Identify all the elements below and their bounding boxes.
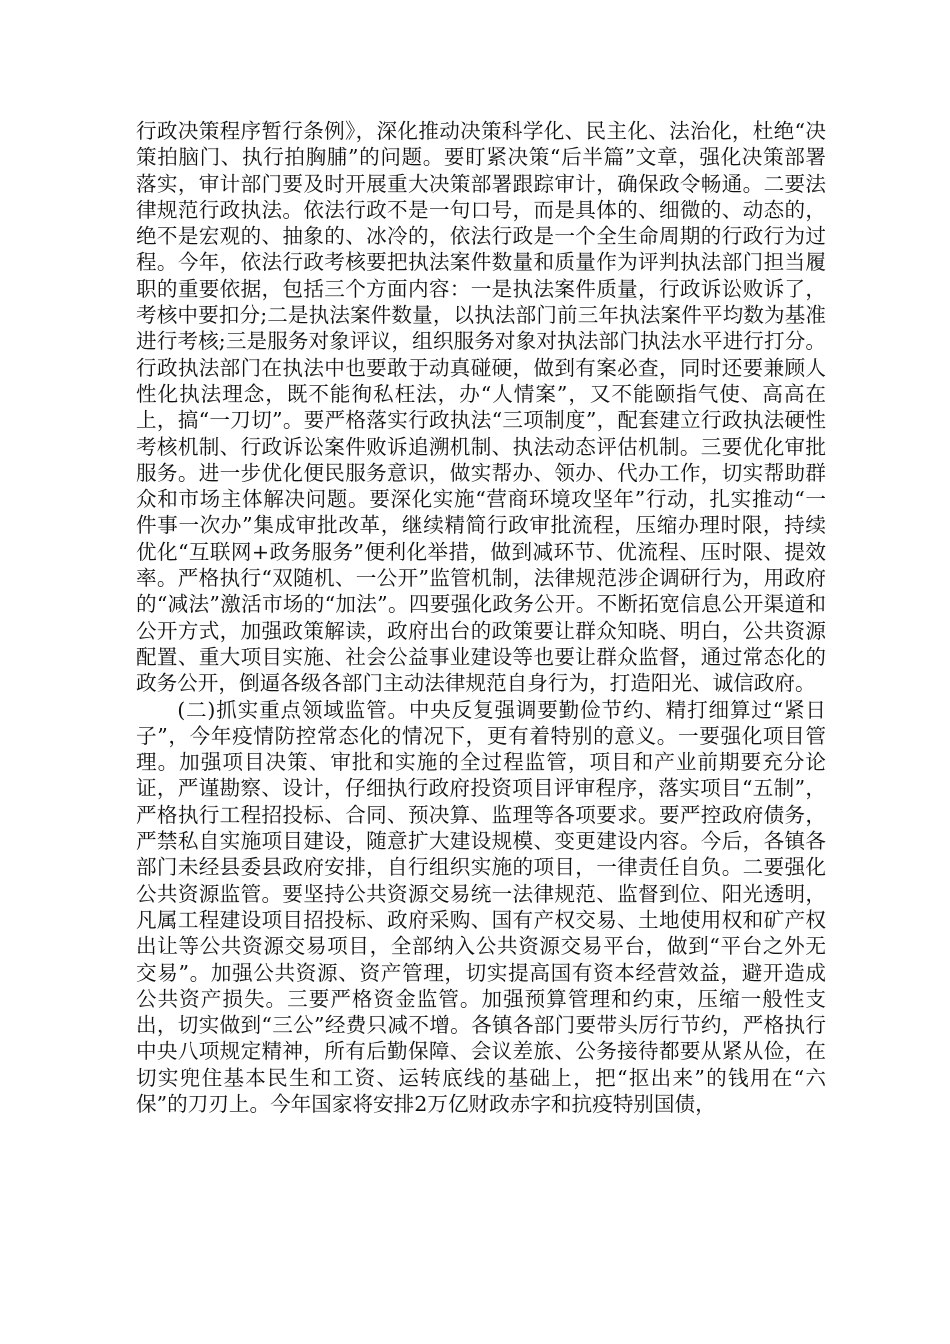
document-page: [136, 118, 826, 1117]
paragraph-2: (二)抓实重点领域监管。中央反复强调要勤俭节约、精打细算过“紧日子”，今年疫情防控常态化的情况下，更有着特别的意义。一要强化项目管理。加强项目决策、审批和实施的全过程监管，项目和产业前期要充分论证，严谨勘察、设计，仔细执行政府投资项目评审程序，落实项目“五制”，严格执行工程招投标、合同、预决算、监理等各项要求。要严控政府债务，严禁私自实施项目建设，随意扩大建设规模、变更建设内容。今后，各镇各部门未经县委县政府安排，自行组织实施的项目，一律责任自负。二要强化公共资源监管。要坚持公共资源交易统一法律规范、监督到位、阳光透明，凡属工程建设项目招投标、政府采购、国有产权交易、土地使用权和矿产权出让等公共资源交易项目，全部纳入公共资源交易平台，做到“平台之外无交易”。加强公共资源、资产管理，切实提高国有资本经营效益，避开造成公共资产损失。三要严格资金监管。加强预算管理和约束，压缩一般性支出，切实做到“三公”经费只减不增。各镇各部门要带头厉行节约，严格执行中央八项规定精神，所有后勤保障、会议差旅、公务接待都要从紧从俭，在切实兜住基本民生和工资、运转底线的基础上，把“抠出来”的钱用在“六保”的刀刃上。今年国家将安排2万亿财政赤字和抗疫特别国债，: [136, 697, 827, 1116]
paragraph-1: 行政决策程序暂行条例》，深化推动决策科学化、民主化、法治化，杜绝“决策拍脑门、执行拍胸脯”的问题。要盯紧决策“后半篇”文章，强化决策部署落实，审计部门要及时开展重大决策部署跟踪审计，确保政令畅通。二要法律规范行政执法。依法行政不是一句口号，而是具体的、细微的、动态的，绝不是宏观的、抽象的、冰冷的，依法行政是一个全生命周期的行政行为过程。今年，依法行政考核要把执法案件数量和质量作为评判执法部门担当履职的重要依据，包括三个方面内容：一是执法案件质量，行政诉讼败诉了，考核中要扣分;二是执法案件数量，以执法部门前三年执法案件平均数为基准进行考核;三是服务对象评议，组织服务对象对执法部门执法水平进行打分。行政执法部门在执法中也要敢于动真碰硬，做到有案必查，同时还要兼顾人性化执法理念，既不能徇私枉法，办“人情案”，又不能颐指气使、高高在上，搞“一刀切”。要严格落实行政执法“三项制度”，配套建立行政执法硬性考核机制、行政诉讼案件败诉追溯机制、执法动态评估机制。三要优化审批服务。进一步优化便民服务意识，做实帮办、领办、代办工作，切实帮助群众和市场主体解决问题。要深化实施“营商环境攻坚年”行动，扎实推动“一件事一次办”集成审批改革，继续精简行政审批流程，压缩办理时限，持续优化“互联网+政务服务”便利化举措，做到减环节、优流程、压时限、提效率。严格执行“双随机、一公开”监管机制，法律规范涉企调研行为，用政府的“减法”激活市场的“加法”。四要强化政务公开。不断拓宽信息公开渠道和公开方式，加强政策解读，政府出台的政策要让群众知晓、明白，公共资源配置、重大项目实施、社会公益事业建设等也要让群众监督，通过常态化的政务公开，倒逼各级各部门主动法律规范自身行为，打造阳光、诚信政府。: [136, 119, 826, 696]
